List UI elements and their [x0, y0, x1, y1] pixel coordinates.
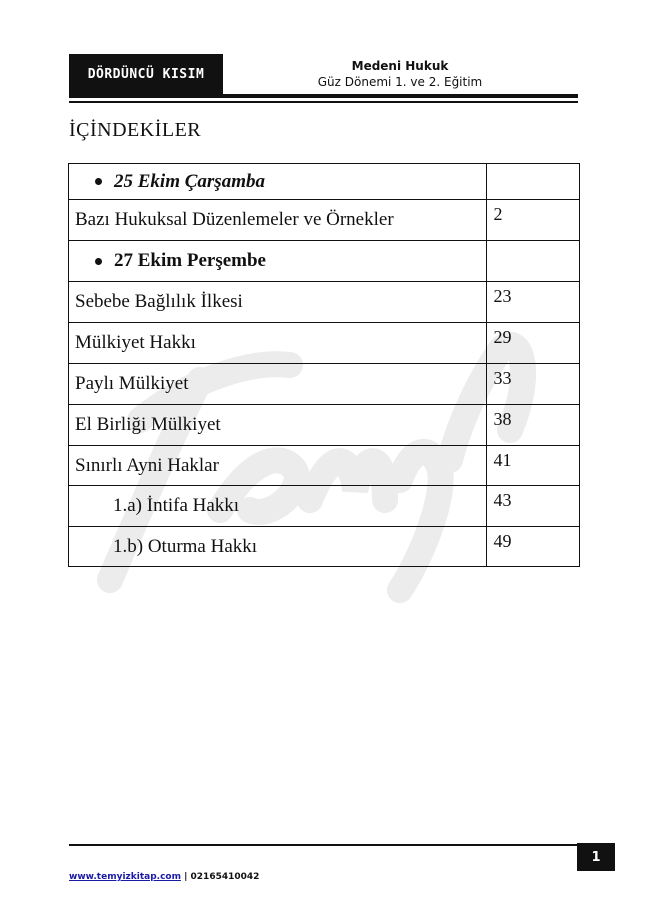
toc-subentry-title[interactable]: 1.a) İntifa Hakkı — [113, 495, 240, 516]
toc-page-number: 33 — [487, 364, 580, 405]
toc-page-number: 2 — [487, 200, 580, 241]
toc-table — [68, 163, 580, 567]
toc-page-number: 29 — [487, 323, 580, 364]
toc-row[interactable] — [69, 405, 580, 446]
toc-row[interactable] — [69, 200, 580, 241]
toc-row[interactable] — [69, 323, 580, 364]
toc-row[interactable] — [69, 282, 580, 323]
toc-page-number — [487, 241, 580, 282]
toc-entry-title[interactable]: Sebebe Bağlılık İlkesi — [69, 282, 487, 323]
toc-page-number: 49 — [487, 527, 580, 567]
toc-entry-title[interactable]: Paylı Mülkiyet — [69, 364, 487, 405]
header-rule-thin — [69, 101, 578, 103]
section-label-block — [69, 54, 223, 94]
toc-entry-title[interactable]: El Birliği Mülkiyet — [69, 405, 487, 446]
website-link[interactable]: www.temyizkitap.com — [69, 872, 181, 882]
toc-row[interactable] — [69, 446, 580, 486]
header-rule-thick — [69, 94, 578, 98]
toc-subentry-title[interactable]: 1.b) Oturma Hakkı — [113, 535, 258, 557]
toc-row[interactable] — [69, 527, 580, 567]
toc-entry-title[interactable]: Sınırlı Ayni Haklar — [69, 446, 487, 486]
course-subtitle: Güz Dönemi 1. ve 2. Eğitim — [317, 75, 483, 89]
toc-row — [69, 164, 580, 200]
toc-entry-title[interactable]: Mülkiyet Hakkı — [69, 323, 487, 364]
bullet-icon — [95, 258, 102, 265]
toc-section-date: 25 Ekim Çarşamba — [114, 170, 265, 192]
toc-page-number: 41 — [487, 446, 580, 486]
page-number: 1 — [591, 849, 601, 865]
page-number-box — [577, 843, 615, 871]
toc-entry-title[interactable]: Bazı Hukuksal Düzenlemeler ve Örnekler — [69, 200, 487, 241]
toc-row — [69, 241, 580, 282]
footer-separator: | — [180, 872, 191, 882]
course-header — [300, 58, 500, 90]
toc-row[interactable] — [69, 364, 580, 405]
toc-page-number: 23 — [487, 282, 580, 323]
footer-rule — [69, 844, 578, 846]
toc-section-date: 27 Ekim Perşembe — [114, 250, 266, 271]
footer-contact — [69, 872, 259, 882]
toc-page-number: 43 — [487, 486, 580, 527]
toc-row[interactable] — [69, 486, 580, 527]
course-title: Medeni Hukuk — [351, 59, 449, 73]
toc-page-number: 38 — [487, 405, 580, 446]
toc-page-number — [487, 164, 580, 200]
section-label: DÖRDÜNCÜ KISIM — [87, 66, 205, 82]
toc-heading: İÇİNDEKİLER — [69, 119, 202, 141]
phone-number: 02165410042 — [190, 872, 260, 882]
bullet-icon — [95, 178, 102, 185]
